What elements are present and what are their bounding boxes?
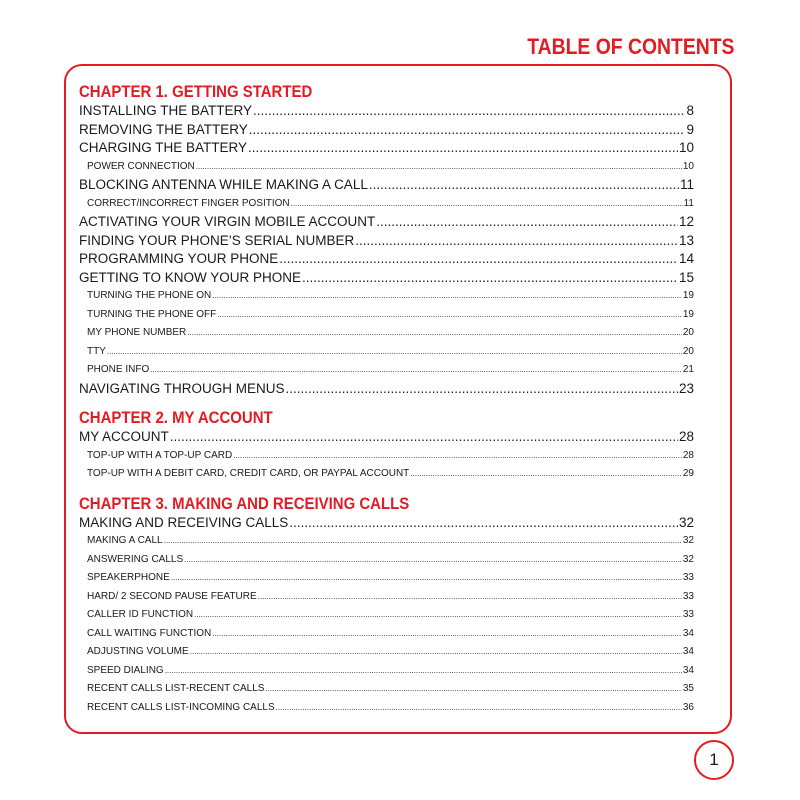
dot-leader bbox=[165, 662, 682, 681]
toc-entry-page: 15 bbox=[678, 269, 694, 285]
toc-entry-page: 33 bbox=[682, 572, 694, 583]
toc-entry[interactable] bbox=[79, 380, 694, 399]
dot-leader bbox=[291, 195, 683, 214]
toc-entry[interactable] bbox=[79, 428, 694, 447]
toc-entry-page: 28 bbox=[682, 449, 694, 461]
toc-entry[interactable] bbox=[79, 176, 694, 195]
toc-entry-page: 11 bbox=[683, 197, 694, 209]
toc-subentry[interactable] bbox=[79, 532, 694, 551]
toc-entry[interactable] bbox=[79, 250, 694, 269]
toc-subentry[interactable] bbox=[79, 306, 694, 325]
toc-entry-label: POWER CONNECTION bbox=[87, 160, 195, 172]
toc-entry-page: 14 bbox=[678, 251, 694, 266]
toc-entry-label: TURNING THE PHONE OFF bbox=[87, 308, 217, 320]
dot-leader bbox=[233, 447, 682, 466]
toc-subentry[interactable] bbox=[79, 324, 694, 343]
page-title: TABLE OF CONTENTS bbox=[526, 34, 734, 59]
toc-entry[interactable] bbox=[79, 102, 694, 121]
dot-leader bbox=[265, 680, 681, 699]
toc-entry-label: MAKING A CALL bbox=[87, 535, 163, 546]
dot-leader bbox=[170, 428, 678, 447]
toc-entry-page: 10 bbox=[682, 160, 694, 172]
toc-entry[interactable] bbox=[79, 269, 694, 288]
toc-entry-page: 10 bbox=[678, 140, 694, 155]
toc-subentry[interactable] bbox=[79, 606, 694, 625]
dot-leader bbox=[289, 514, 678, 533]
toc-entry-page: 13 bbox=[678, 232, 694, 248]
toc-subentry[interactable] bbox=[79, 569, 694, 588]
toc-entry-label: CHARGING THE BATTERY bbox=[79, 140, 248, 155]
dot-leader bbox=[184, 551, 682, 570]
toc-subentry[interactable] bbox=[79, 662, 694, 681]
toc-entry[interactable] bbox=[79, 121, 694, 140]
toc-entry-label: PROGRAMMING YOUR PHONE bbox=[79, 251, 279, 266]
toc-entry-label: MAKING AND RECEIVING CALLS bbox=[79, 514, 289, 530]
toc-entry-label: CORRECT/INCORRECT FINGER POSITION bbox=[87, 197, 290, 209]
chapter-heading: CHAPTER 1. GETTING STARTED bbox=[79, 82, 313, 101]
toc-entry-label: TURNING THE PHONE ON bbox=[87, 290, 212, 301]
toc-subentry[interactable] bbox=[79, 465, 694, 484]
dot-leader bbox=[171, 569, 682, 588]
toc-entry-label: MY PHONE NUMBER bbox=[87, 327, 187, 338]
toc-entry-label: RECENT CALLS LIST-RECENT CALLS bbox=[87, 683, 265, 694]
toc-entry[interactable] bbox=[79, 514, 694, 533]
toc-entry-page: 20 bbox=[682, 345, 694, 357]
dot-leader bbox=[302, 269, 678, 288]
toc-entry-label: REMOVING THE BATTERY bbox=[79, 121, 248, 137]
chapter-heading: CHAPTER 3. MAKING AND RECEIVING CALLS bbox=[79, 493, 410, 513]
dot-leader bbox=[410, 465, 682, 484]
toc-entry-label: SPEED DIALING bbox=[87, 664, 164, 676]
toc-entry-label: NAVIGATING THROUGH MENUS bbox=[79, 380, 285, 396]
toc-entry-page: 29 bbox=[682, 468, 694, 479]
toc-entry-page: 21 bbox=[682, 364, 694, 375]
dot-leader bbox=[196, 158, 682, 177]
dot-leader bbox=[355, 232, 678, 251]
chapter-heading: CHAPTER 2. MY ACCOUNT bbox=[79, 408, 273, 427]
dot-leader bbox=[150, 361, 682, 380]
dot-leader bbox=[279, 250, 678, 269]
toc-subentry[interactable] bbox=[79, 287, 694, 306]
chapter-spacer bbox=[79, 484, 694, 494]
dot-leader bbox=[190, 643, 682, 662]
toc-entry-label: TOP-UP WITH A TOP-UP CARD bbox=[87, 449, 233, 461]
toc-entry[interactable] bbox=[79, 232, 694, 251]
toc-entry[interactable] bbox=[79, 213, 694, 232]
toc-entry-page: 19 bbox=[682, 308, 694, 320]
toc-subentry[interactable] bbox=[79, 195, 694, 214]
toc-entry-page: 34 bbox=[682, 627, 694, 639]
dot-leader bbox=[248, 139, 678, 158]
toc-entry-label: SPEAKERPHONE bbox=[87, 572, 170, 583]
toc-subentry[interactable] bbox=[79, 551, 694, 570]
toc-entry-label: FINDING YOUR PHONE’S SERIAL NUMBER bbox=[79, 232, 355, 248]
toc-content bbox=[79, 82, 694, 717]
toc-subentry[interactable] bbox=[79, 699, 694, 718]
dot-leader bbox=[164, 532, 682, 551]
toc-entry-label: INSTALLING THE BATTERY bbox=[79, 103, 253, 118]
dot-leader bbox=[376, 213, 678, 232]
toc-subentry[interactable] bbox=[79, 588, 694, 607]
toc-subentry[interactable] bbox=[79, 343, 694, 362]
dot-leader bbox=[217, 306, 682, 325]
toc-entry[interactable] bbox=[79, 139, 694, 158]
toc-subentry[interactable] bbox=[79, 680, 694, 699]
dot-leader bbox=[253, 102, 685, 121]
toc-subentry[interactable] bbox=[79, 625, 694, 644]
toc-entry-page: 33 bbox=[682, 609, 694, 620]
toc-entry-page: 23 bbox=[678, 380, 694, 396]
toc-entry-label: TOP-UP WITH A DEBIT CARD, CREDIT CARD, OR PAYPAL ACCOUNT bbox=[87, 468, 410, 479]
toc-entry-label: TTY bbox=[87, 345, 106, 357]
page-number-badge: 1 bbox=[694, 740, 734, 780]
toc-entry-page: 33 bbox=[682, 590, 694, 602]
dot-leader bbox=[276, 699, 682, 718]
toc-subentry[interactable] bbox=[79, 643, 694, 662]
chapter-spacer bbox=[79, 398, 694, 408]
toc-entry-page: 32 bbox=[682, 535, 694, 546]
toc-entry-label: MY ACCOUNT bbox=[79, 429, 169, 444]
toc-entry-label: CALLER ID FUNCTION bbox=[87, 609, 194, 620]
toc-entry-page: 35 bbox=[682, 683, 694, 694]
dot-leader bbox=[286, 380, 678, 399]
toc-entry-page: 19 bbox=[682, 290, 694, 301]
toc-entry-label: ADJUSTING VOLUME bbox=[87, 646, 189, 657]
dot-leader bbox=[194, 606, 682, 625]
toc-entry-page: 28 bbox=[678, 429, 694, 444]
dot-leader bbox=[212, 625, 682, 644]
dot-leader bbox=[107, 343, 682, 362]
toc-entry-label: HARD/ 2 SECOND PAUSE FEATURE bbox=[87, 590, 257, 602]
toc-entry-label: CALL WAITING FUNCTION bbox=[87, 627, 212, 639]
toc-entry-label: RECENT CALLS LIST-INCOMING CALLS bbox=[87, 701, 275, 713]
toc-subentry[interactable] bbox=[79, 158, 694, 177]
toc-entry-page: 12 bbox=[678, 214, 694, 229]
toc-entry-page: 8 bbox=[686, 103, 694, 118]
dot-leader bbox=[258, 588, 682, 607]
dot-leader bbox=[249, 121, 686, 140]
toc-entry-label: GETTING TO KNOW YOUR PHONE bbox=[79, 269, 302, 285]
toc-entry-page: 20 bbox=[682, 327, 694, 338]
toc-entry-label: BLOCKING ANTENNA WHILE MAKING A CALL bbox=[79, 177, 368, 192]
toc-entry-label: PHONE INFO bbox=[87, 364, 150, 375]
toc-entry-label: ANSWERING CALLS bbox=[87, 553, 184, 565]
toc-entry-page: 34 bbox=[682, 646, 694, 657]
dot-leader bbox=[212, 287, 682, 306]
toc-entry-page: 11 bbox=[679, 177, 694, 192]
toc-entry-page: 32 bbox=[682, 553, 694, 565]
toc-subentry[interactable] bbox=[79, 361, 694, 380]
dot-leader bbox=[187, 324, 682, 343]
toc-entry-page: 34 bbox=[682, 664, 694, 676]
toc-entry-page: 36 bbox=[682, 701, 694, 713]
toc-subentry[interactable] bbox=[79, 447, 694, 466]
toc-entry-page: 32 bbox=[678, 514, 694, 530]
toc-entry-label: ACTIVATING YOUR VIRGIN MOBILE ACCOUNT bbox=[79, 214, 376, 229]
dot-leader bbox=[369, 176, 679, 195]
toc-entry-page: 9 bbox=[686, 121, 694, 137]
